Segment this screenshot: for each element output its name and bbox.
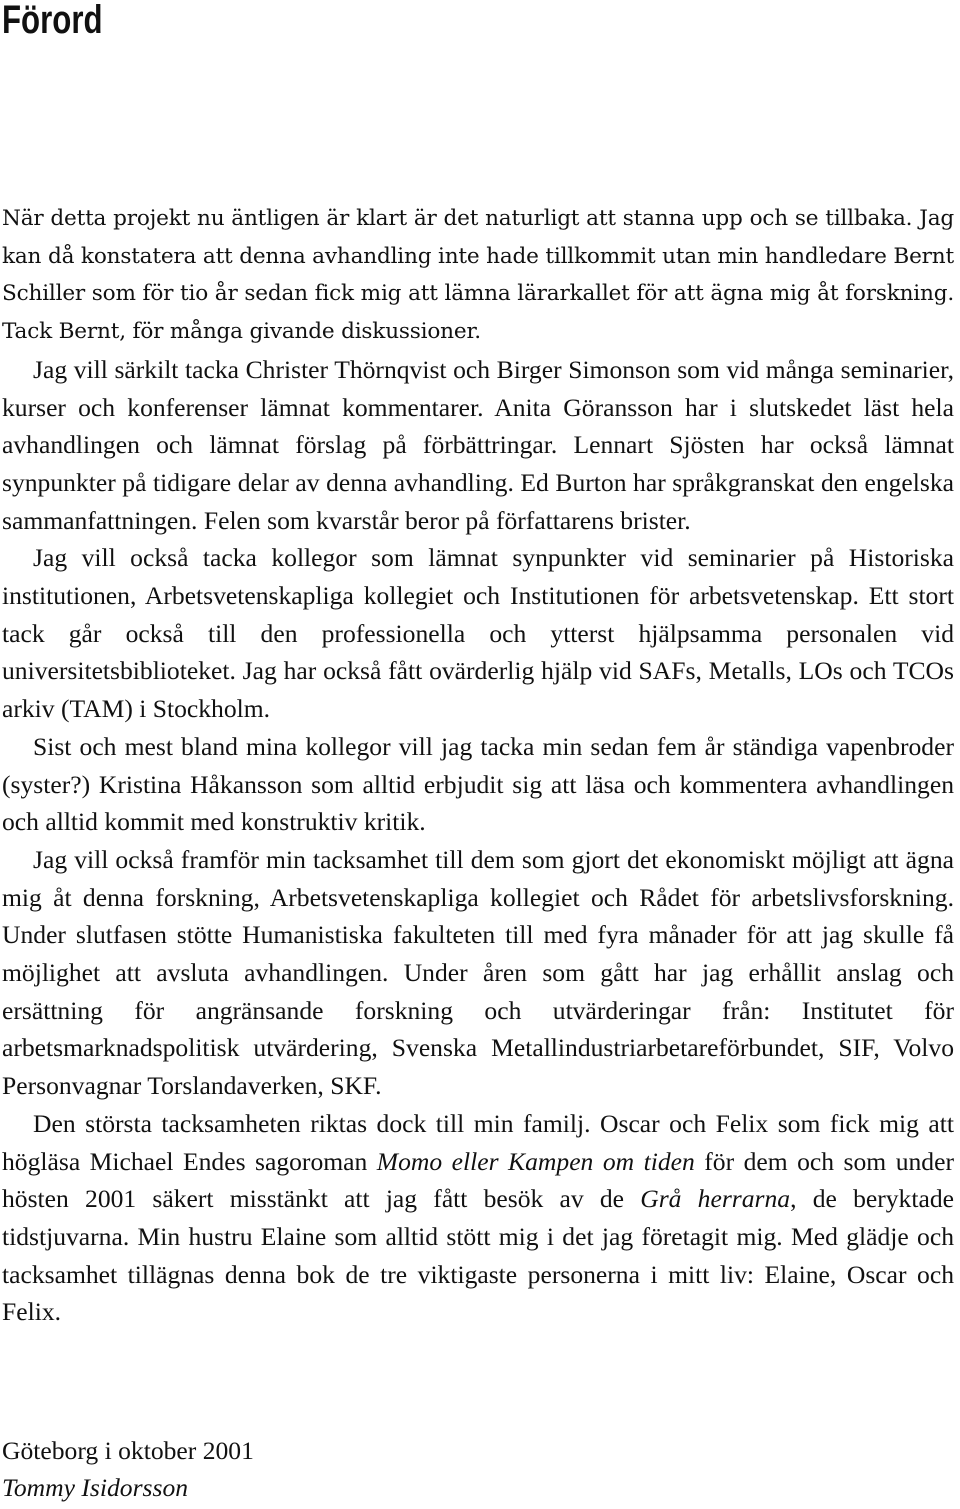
- paragraph-3: Jag vill också tacka kollegor som lämnat synpunkter vid seminarier på Historiska institutionen, Arbetsvetenskapliga kollegiet och Institutionen för arbetsvetenskap. Ett stort tack går också till den professionella och ytterst hjälpsamma personalen vid universitetsbiblioteket. Jag har också fått ovärderlig hjälp vid SAFs, Metalls, LOs och TCOs arkiv (TAM) i Stockholm.: [2, 543, 954, 724]
- paragraph-6-text-c: , de beryktade tidstjuvarna. Min hustru Elaine som alltid stött mig i det jag företagit mig. Med glädje och tacksamhet tillägnas denna bok de tre viktigaste personerna i mitt liv: Elaine, Oscar och Felix.: [2, 1184, 954, 1327]
- book-title-momo: Momo eller Kampen om tiden: [376, 1146, 705, 1176]
- paragraph-1: När detta projekt nu äntligen är klart är det naturligt att stanna upp och se tillbaka. Jag kan då konstatera att denna avhandling inte hade tillkommit utan min handledare Bernt Schiller som för tio år sedan fick mig att lämna lärarkallet för att ägna mig åt forskning. Tack Bernt, för många givande diskussioner.: [2, 206, 954, 345]
- author-name: Tommy Isidorsson: [2, 1473, 189, 1502]
- paragraph-4: Sist och mest bland mina kollegor vill jag tacka min sedan fem år ständiga vapenbroder (syster?) Kristina Håkansson som alltid erbjudit sig att läsa och kommentera avhandlingen och alltid kommit med konstruktiv kritik.: [2, 731, 954, 837]
- paragraph-2: Jag vill särkilt tacka Christer Thörnqvist och Birger Simonson som vid många seminarier, kurser och konferenser lämnat kommentarer. Anita Göransson har i slutskedet läst hela avhandlingen och lämnat förslag på förbättringar. Lennart Sjösten har också lämnat synpunkter på tidigare delar av denna avhandling. Ed Burton har språkgranskat den engelska sammanfattningen. Felen som kvarstår beror på författarens brister.: [2, 354, 954, 535]
- paragraph-6: [2, 1105, 954, 1331]
- paragraph-6-text-a: Den största tacksamheten riktas dock till min familj. Oscar och Felix som fick mig att högläsa Michael Endes sagoroman: [2, 1108, 954, 1176]
- place-date: Göteborg i oktober 2001: [2, 1436, 254, 1465]
- page-title: Förord: [2, 0, 103, 42]
- paragraph-6-text-b: för dem och som under hösten 2001 säkert misstänkt att jag fått besök av de: [2, 1146, 954, 1214]
- body-text: [2, 200, 954, 1331]
- signature-block: [2, 1432, 254, 1506]
- book-title-gra-herrarna: Grå herrarna: [640, 1184, 791, 1214]
- paragraph-5: Jag vill också framför min tacksamhet till dem som gjort det ekonomiskt möjligt att ägna mig åt denna forskning, Arbetsvetenskapliga kollegiet och Rådet för arbetslivsforskning. Under slutfasen stötte Humanistiska fakulteten till med fyra månader för att jag skulle få möjlighet att avsluta avhandlingen. Under åren som gått har jag erhållit anslag och ersättning för angränsande forskning och utvärderingar från: Institutet för arbetsmarknadspolitisk utvärdering, Svenska Metallindustriarbetareförbundet, SIF, Volvo Personvagnar Torslandaverken, SKF.: [2, 844, 954, 1101]
